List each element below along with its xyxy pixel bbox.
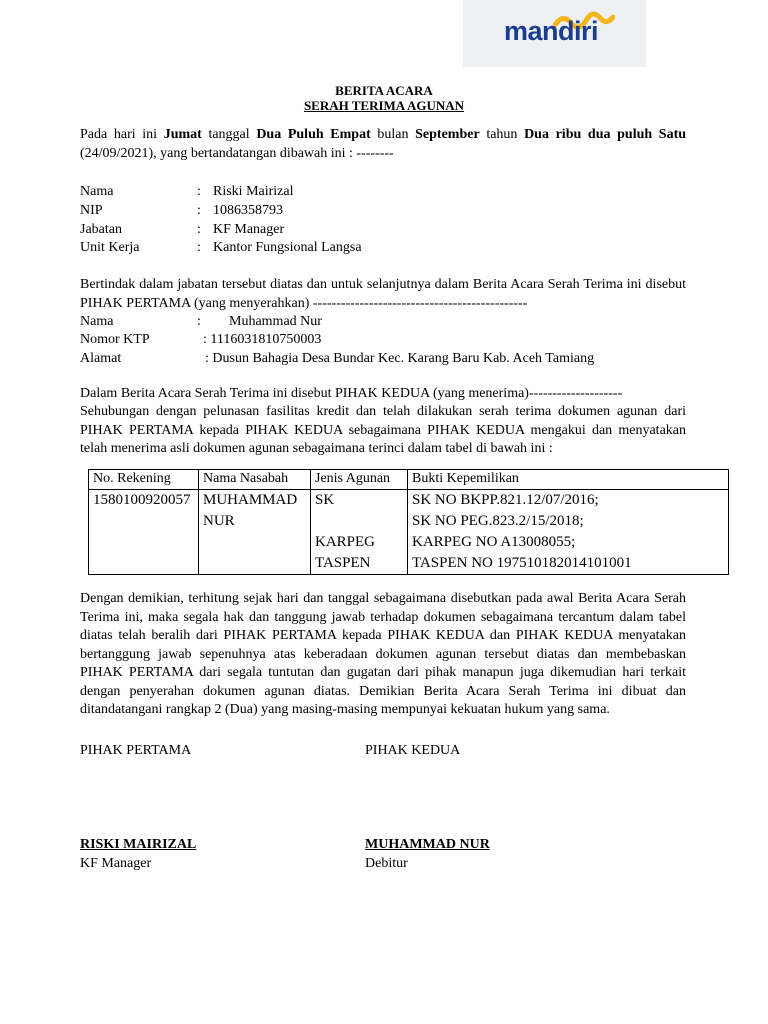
cell-customer-name: MUHAMMAD NUR (199, 490, 311, 575)
intro-day: Jumat (163, 127, 202, 142)
cell-collateral-types: SK KARPEG TASPEN (311, 490, 408, 575)
closing-paragraph: Dengan demikian, terhitung sejak hari dan tanggal sebagaimana disebutkan pada awal Berita Acara Serah Terima ini, maka segala hak dan tanggung jawab terhadap dokumen sebagaimana tercantum dalam tabel diatas telah beralih dari PIHAK PERTAMA kepada PIHAK KEDUA dan PIHAK KEDUA menyatakan bertanggung jawab sepenuhnya atas keberadaan dokumen agunan tersebut diatas dan membebaskan PIHAK PERTAMA dari segala tuntutan dan gugatan dari pihak manapun juga dikemudian hari terkait dengan penyerahan dokumen agunan diatas. Demikian Berita Acara Serah Terima ini dibuat dan ditandatangani rangkap 2 (Dua) yang masing-masing mempunyai kekuatan hukum yang sama. (80, 591, 686, 717)
cell-ownership-proofs: SK NO BKPP.821.12/07/2016; SK NO PEG.823.2/15/2018; KARPEG NO A13008055; TASPEN NO 197510182014101001 (408, 490, 729, 575)
signature-right-title: Debitur (365, 856, 408, 871)
handover-paragraph: Sehubungan dengan pelunasan fasilitas kredit dan telah dilakukan serah terima dokumen agunan dari PIHAK PERTAMA kepada PIHAK KEDUA sebagaimana PIHAK KEDUA mengakui dan menyatakan telah menerima asli dokumen agunan sebagaimana terinci dalam tabel di bawah ini : (80, 404, 686, 456)
intro-month: September (415, 127, 480, 142)
intro-year: Dua ribu dua puluh Satu (524, 127, 687, 142)
intro-date: Dua Puluh Empat (256, 127, 371, 142)
intro-paragraph: Pada hari ini Jumat tanggal Dua Puluh Empat bulan September tahun Dua ribu dua puluh Satu (24/09/2021), yang bertandatangan dibawah ini : -------- (80, 127, 687, 161)
second-party-statement: Dalam Berita Acara Serah Terima ini disebut PIHAK KEDUA (yang menerima)-------------------- (80, 386, 623, 401)
document-subtitle: SERAH TERIMA AGUNAN (303, 98, 465, 113)
signature-right-name: MUHAMMAD NUR (365, 837, 490, 852)
header-jenis-agunan: Jenis Agunan (311, 470, 408, 490)
collateral-table (88, 469, 729, 575)
signature-right-role: PIHAK KEDUA (365, 743, 461, 758)
signature-left-title: KF Manager (80, 856, 152, 871)
table-header-row (89, 470, 729, 490)
signature-left-name: RISKI MAIRIZAL (80, 837, 197, 852)
mandiri-logo-text: mandiri (504, 16, 599, 46)
cell-account: 1580100920057 (89, 490, 199, 575)
header-no-rekening: No. Rekening (89, 470, 199, 490)
signature-left-role: PIHAK PERTAMA (80, 743, 192, 758)
header-bukti-kepemilikan: Bukti Kepemilikan (408, 470, 729, 490)
mandiri-logo (463, 0, 646, 67)
first-party-statement: Bertindak dalam jabatan tersebut diatas dan untuk selanjutnya dalam Berita Acara Serah Terima ini disebut PIHAK PERTAMA (yang menyerahkan) ---------------------------------------------- (80, 277, 686, 311)
table-row (89, 490, 729, 575)
header-nama-nasabah: Nama Nasabah (199, 470, 311, 490)
document-title: BERITA ACARA (335, 83, 433, 98)
